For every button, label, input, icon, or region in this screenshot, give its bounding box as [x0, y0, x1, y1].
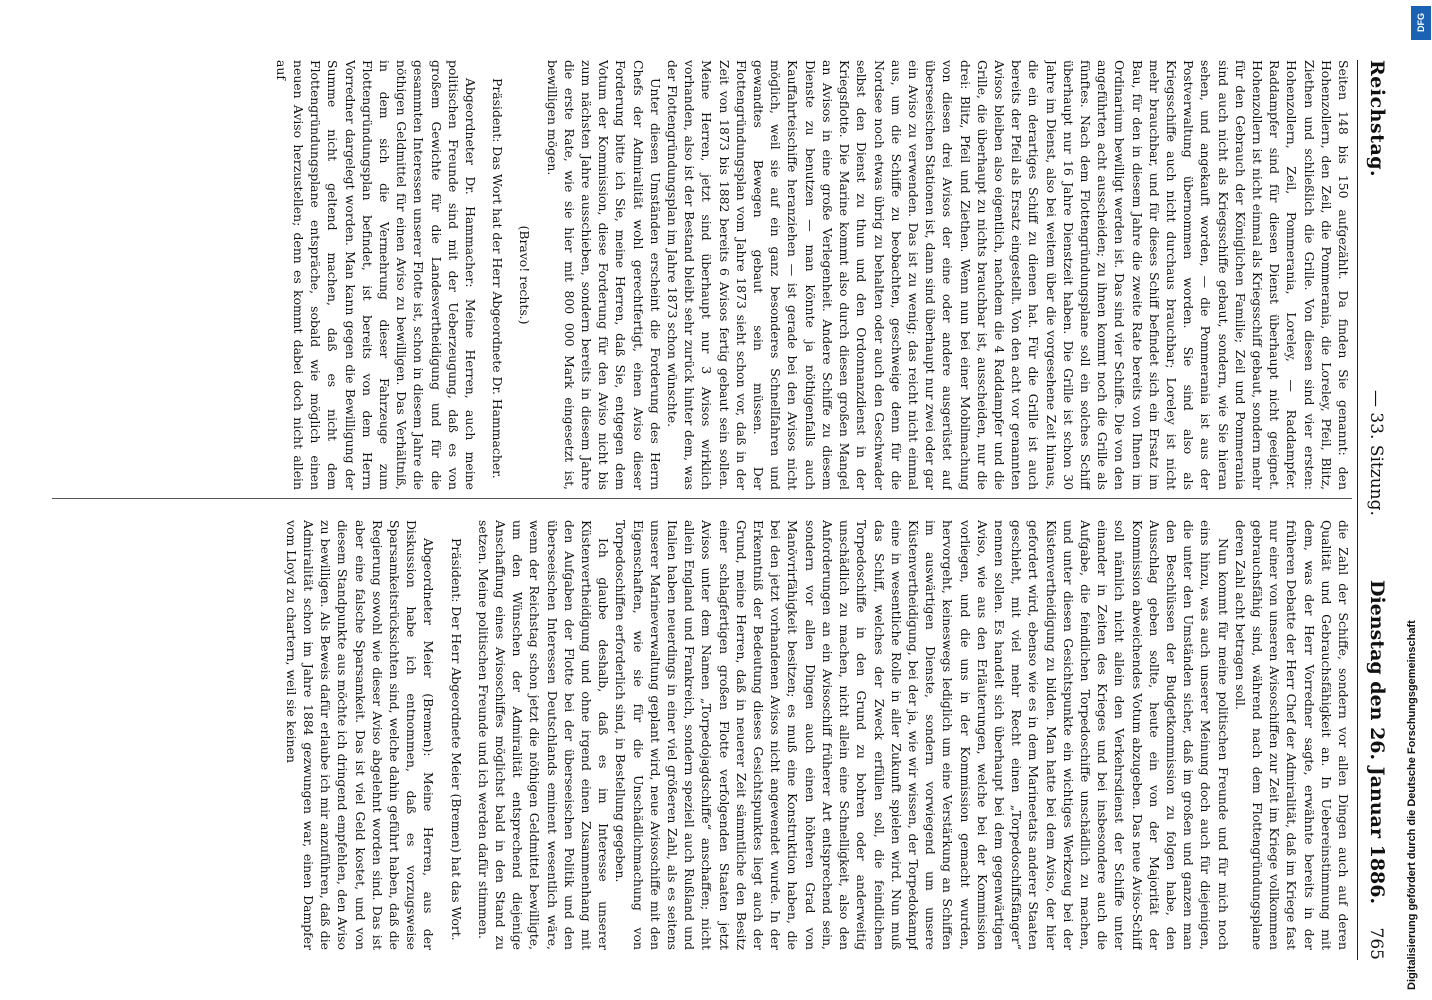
paragraph: Unter diesen Umständen erscheint die Forderung des Herrn Chefs der Admiralität wohl gerechtfertigt, einen Aviso dieser Forderung bitte ich Sie, meine Herren, daß Sie, entgegen dem Votum der Kommission, diese Forderung für den Aviso nicht bis zum nächsten Jahre ausschieben, sondern bereits in diesem Jahre die erste Rate, wie sie hier mit 800 000 Mark eingesetzt ist, bewilligen mögen. [544, 60, 663, 490]
header-reichstag: Reichstag. [1366, 60, 1388, 178]
paragraph: Seiten 148 bis 150 aufgezählt. Da finden Sie genannt: den Hohenzollern, den Zeil, die Pommerania, die Loreley, Pfeil, Blitz, Ziethen und schließlich die Grille. Von diesen sind vier ersten: Hohenzollern, Zeil, Pommerania, Loreley, — Raddampfer. Raddampfer sind für diesen Dienst überhaupt nicht geeignet. Hohenzollern ist nicht einmal als Kriegsschiff gebaut, sondern mehr für den Gebrauch der Königlichen Familie; Zeil und Pommerania sind auch nicht als Kriegsschiffe gebaut, sondern, wie Sie hieran sehen, und angekauft worden, — die Pommerania ist aus der Postverwaltung übernommen worden. Sie sind also als Kriegsschiffe auch nicht durchaus brauchbar; Loreley ist nicht mehr brauchbar, und für dieses Schiff befindet sich ein Ersatz im Bau, für den in diesem Jahre die zweite Rate bereits von Ihnen im Ordinarium bewilligt werden ist. Das sind vier Schiffe. Die von den angeführten acht ausscheiden; zu ihnen kommt noch die Grille als fünftes. Nach dem Flottengründungsplane soll ein solches Schiff überhaupt nur 16 Jahre Dienstzeit haben. Die Grille ist schon 30 Jahre im Dienst, also bei weitem über die vorgesehene Zeit hinaus, die ein derartiges Schiff zu dienen hat. Für die Grille ist auch bereits der Pfeil als Ersatz eingestellt. Von den acht vor genannten Avisos bleiben also eigentlich, nachdem die 4 Raddampfer und die Grille, die überhaupt zu nichts brauchbar ist, ausscheiden, nur die drei: Blitz, Pfeil und Ziethen. Wenn nun bei einer Mobilmachung von diesen drei Avisos der eine oder andere ausgerüstet auf überseeischen Stationen ist, dann sind überhaupt nur zwei oder gar ein Aviso zu verwenden. Das ist zu wenig; das reicht nicht einmal aus, um die Schiffe zu beobachten, geschweige denn für die Nordsee noch etwas übrig zu behalten oder auch den Geschwader selbst den Dienst zu thun und den Ordonnanzdienst in der Kriegsflotte. Die Marine kommt also durch diesen großen Mangel an Avisos in eine große Verlegenheit. Andere Schiffe zu diesem Dienste zu benutzen — man könnte ja nöthigenfalls auch Kauffahrteischiffe heranziehen — ist gerade bei den Avisos nicht möglich, weil sie auf ein ganz besonderes Schnellfahren und gewandtes Bewegen gebaut sein müssen. Der Flottengründungsplan vom Jahre 1873 sieht schon vor, daß in der Zeit von 1873 bis 1882 bereits 6 Avisos fertig gebaut sein sollen. Meine Herren, jetzt sind überhaupt nur 3 Avisos wirklich vorhanden, also ist der Bestand bleibt sehr zurück hinter dem, was der Flottengründungsplan im Jahre 1873 schon wünschte. [665, 60, 1351, 490]
page-number: 765 [1366, 927, 1386, 960]
speech-hammacher: Abgeordneter Dr. Hammacher: Meine Herren, auch meine politischen Freunde sind mit der Ueberzeugung, daß es von großem Gewichte für die Landesvertheidigung und für die gesammten Interessen unserer Flotte ist, schon in diesem Jahre die nöthigen Geldmittel für einen Aviso zu bewilligen. Das Verhältniß, in dem sich die Vermehrung dieser Fahrzeuge zum Flottengründungsplan befindet, ist bereits von dem Herrn Vorredner dargelegt worden. Man kann gegen die Bewilligung der Summe nicht geltend machen, daß es nicht dem Flottengründungsplane entspräche, sobald wie möglich einen neuen Aviso herzustellen; denn es kommt dabei doch nicht allein auf [273, 60, 479, 490]
header-date: Dienstag den 26. Januar 1886. [1366, 580, 1388, 905]
page-header [1357, 60, 1392, 960]
digitization-footer [1398, 10, 1426, 990]
column-divider [52, 498, 1352, 499]
digitization-note: Digitalisierung gefördert durch die Deutsche Forschungsgemeinschaft [1406, 620, 1418, 990]
speech-meier: Abgeordneter Meier (Bremen): Meine Herren, aus der Diskussion habe ich entnommen, daß es vorzugsweise Sparsamkeitsrücksichten sind, welche dahin geführt haben, daß die Regierung sowohl wie dieser Aviso abgelehnt worden sind. Das ist aber eine falsche Sparsamkeit. Das ist viel Geld kostet, und von diesem Standpunkte aus möchte ich dringend empfehlen, den Aviso zu bewilligen. Als Beweis dafür erlaube ich mir anzuführen, daß die Admiralität schon im Jahre 1884 gezwungen war, einen Dampfer vom Lloyd zu chartern, weil sie keinen [283, 520, 437, 950]
president-statement: Präsident: Das Wort hat der Herr Abgeordnete Dr. Hammacher. [490, 78, 506, 479]
dfg-logo: DFG [1411, 6, 1431, 40]
president-statement: Präsident: Der Herr Abgeordnete Meier (Bremen) hat das Wort. [448, 538, 464, 941]
paragraph: die Zahl der Schiffe, sondern vor allen Dingen auch auf deren Qualität und Gebrauchsfähigkeit an. In Uebereinstimmung mit dem, was der Herr Vorredner sagte, erwähnte bereits in der früheren Debatte der Herr Chef der Admiralität, daß im Kriege fast nur einer von unseren Avisoschiffen zur Zeit im Kriege vollkommen gebrauchsfähig sind, während nach dem Flottengründungsplane deren Zahl acht betragen soll. [1232, 520, 1351, 950]
left-column [52, 60, 1352, 490]
applause-note: (Bravo! rechts.) [517, 225, 533, 325]
paragraph: Ich glaube deshalb, daß es im Interesse unserer Küstenvertheidigung und ohne irgend einen Zusammenhang mit den Aufgaben der Flotte bei der überseeischen Politik und den überseeischen Interessen Deutschlands eminent wesentlich wäre, wenn der Reichstag schon jetzt die nöthigen Geldmittel bewilligte, um den Wünschen der Admiralität entsprechend diejenige Anschaffung eines Avisoschiffes möglichst bald in den Stand zu setzen. Meine politischen Freunde und ich werden dafür stimmen. [475, 520, 612, 950]
right-column [52, 520, 1352, 950]
header-session: — 33. Sitzung. [1366, 390, 1386, 516]
paragraph: Nun kommt für meine politischen Freunde und für mich noch eins hinzu, was auch unserer Meinung doch auch für diejenigen, die unter den Umständen sicher, daß im großen und ganzen man den Beschlüssen der Budgetkommission zu folgen habe, den Ausschlag geben sollte, heute ein von der Majorität der Kommission abweichendes Votum abzugeben. Das neue Aviso-Schiff soll nämlich nicht allein den Verkehrsdienst der Schiffe unter einander in Zeiten des Krieges und bei insbesondere auch die Aufgabe, die feindlichen Torpedoschiffe unschädlich zu machen, und unter diesen Gesichtspunkte ein wichtiges Werkzeug bei der Küstenvertheidigung zu bilden. Man hatte bei dem Aviso, der hier gefordert wird, ebenso wie es in dem Marineetats anderer Staaten geschieht, mit viel mehr Recht einen „Torpedoschiffsfänger“ nennen sollen. Es handelt sich überhaupt bei dem gegenwärtigen Aviso, wie aus den Erläuterungen, welche bei der Kommission vorliegen, und die uns in der Kommission gemacht wurden, hervorgeht, keineswegs lediglich um eine Verstärkung an Schiffen im auswärtigen Dienste, sondern vorwiegend um unsere Küstenvertheidigung, bei der ja, wie wir wissen, der Torpedokampf eine in wesentliche Rolle in aller Zukunft spielen wird. Nun muß das Schiff, welches der Zweck erfüllen soll, die feindlichen Torpedoschiffe in den Grund zu bohren oder anderweitig unschädlich zu machen, nicht allein eine Schnelligkeit, also den Anforderungen an ein Avisoschiff früherer Art entsprechend sein, sondern vor allen Dingen auch einen höheren Grad von Manövrirfähigkeit besitzen; es muß eine Konstruktion haben, die bei den jetzt vorhandenen Avisos nicht angewendet wurde. In der Erkenntniß der Bedeutung dieses Gesichtspunktes liegt auch der Grund, meine Herren, daß in neuerer Zeit sämmtliche den Besitz einer schlagfertigen großen Flotte verfolgenden Staaten jetzt Avisos unter dem Namen „Torpedojagdschiffe“ anschaffen; nicht allein England und Frankreich, sondern speziell auch Rußland und Italien haben neuerdings in einer viel größeren Zahl, als es seitens unserer Marineverwaltung geplant wird, neue Avisoschiffe mit den Eigenschaften, wie sie für die Unschädlichmachung von Torpedoschiffen erforderlich sind, in Bestellung gegeben. [613, 520, 1231, 950]
